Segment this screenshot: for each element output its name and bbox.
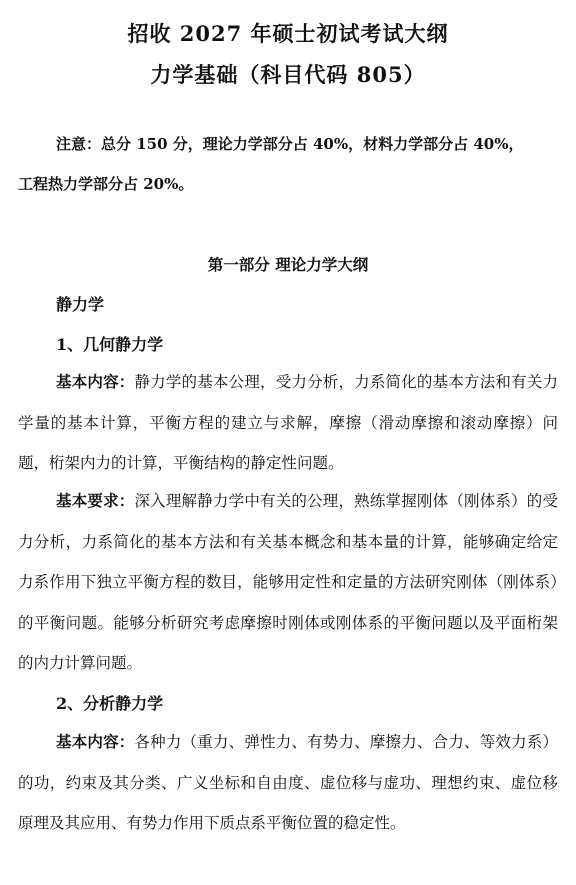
score-note <box>18 124 558 204</box>
part-title: 第一部分 理论力学大纲 <box>207 255 369 274</box>
score-note-line1 <box>18 124 558 164</box>
basic-content-label-2: 基本内容： <box>56 732 135 751</box>
section-heading-geometric-statics: 1、几何静力学 <box>56 335 164 354</box>
note-label: 注意： <box>56 135 102 153</box>
section-heading-analytical-statics: 2、分析静力学 <box>56 694 164 713</box>
basic-requirement-text: 深入理解静力学中有关的公理，熟练掌握刚体（刚体系）的受力分析，力系简化的基本方法和有关基本概念和基本量的计算，能够确定给定力系作用下独立平衡方程的数目，能够用定性和定量的方法研究刚体（刚体系）的平衡问题。能够分析研究考虑摩擦时刚体或刚体系的平衡问题以及平面桁架的内力计算问题。 <box>18 492 558 672</box>
basic-content-label: 基本内容： <box>56 372 135 391</box>
basic-requirement-label: 基本要求： <box>56 491 135 510</box>
score-note-line2: 工程热力学部分占 20%。 <box>18 175 194 193</box>
note-text-1: 总分 150 分，理论力学部分占 40%，材料力学部分占 40%， <box>101 135 524 153</box>
paragraph-basic-content-1 <box>18 362 558 484</box>
basic-content-text: 静力学的基本公理，受力分析，力系简化的基本方法和有关力学量的基本计算，平衡方程的建立与求解，摩擦（滑动摩擦和滚动摩擦）问题，桁架内力的计算，平衡结构的静定性问题。 <box>18 373 558 472</box>
paragraph-basic-requirement <box>18 481 558 684</box>
exam-title: 招收 2027 年硕士初试考试大纲 <box>127 21 449 46</box>
basic-content-text-2: 各种力（重力、弹性力、有势力、摩擦力、合力、等效力系）的功，约束及其分类、广义坐标和自由度、虚位移与虚功、理想约束、虚位移原理及其应用、有势力作用下质点系平衡位置的稳定性。 <box>18 733 558 832</box>
subject-title: 力学基础（科目代码 805） <box>150 62 426 87</box>
statics-heading: 静力学 <box>56 295 105 314</box>
paragraph-basic-content-2 <box>18 722 558 844</box>
